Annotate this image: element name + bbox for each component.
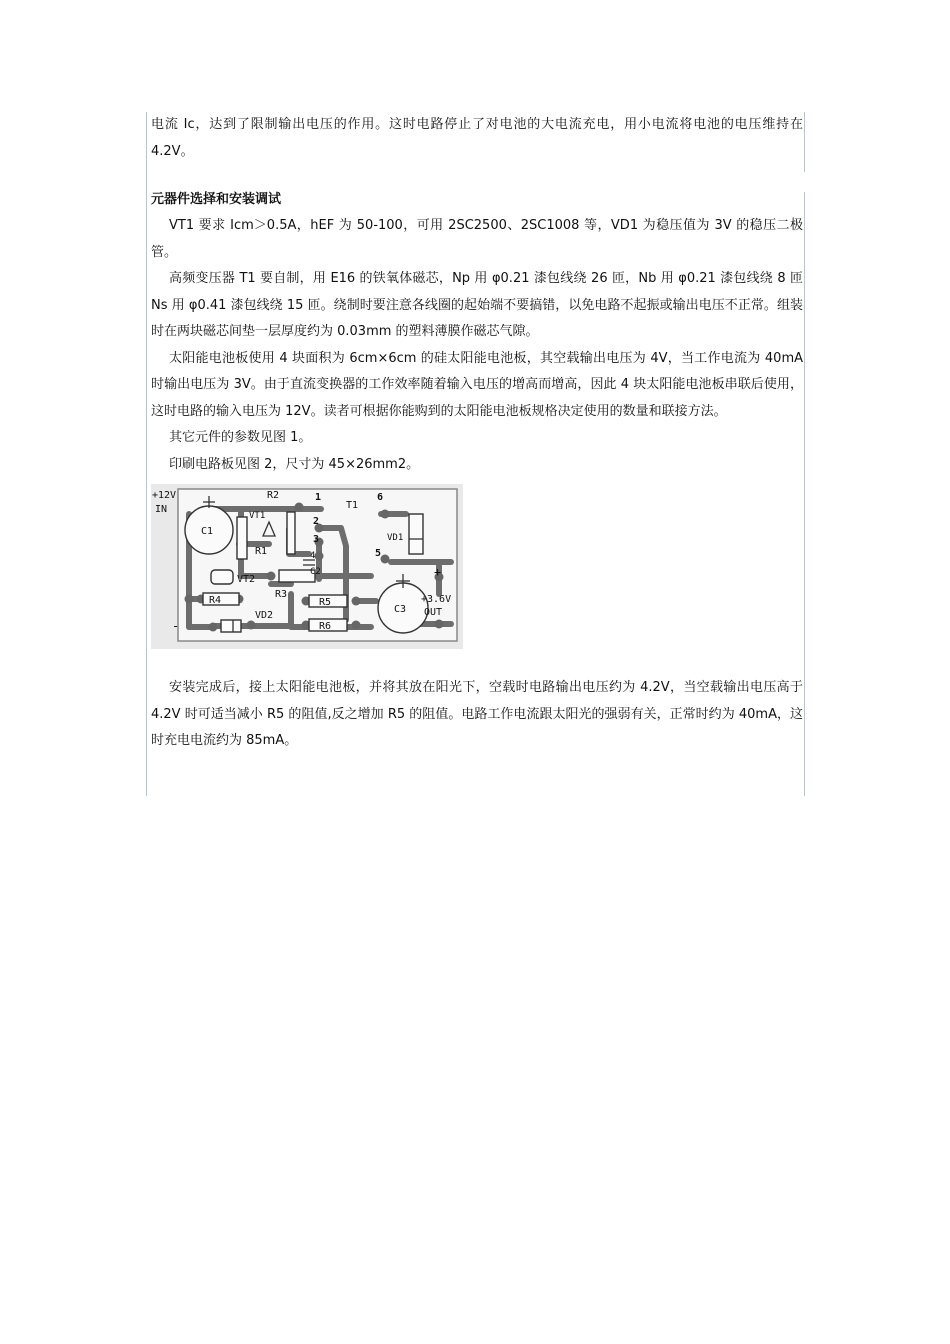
document-body [147, 112, 805, 755]
pcb-label-r1: R1 [255, 546, 268, 557]
paragraph-2: 高频变压器 T1 要自制，用 E16 的铁氧体磁芯，Np 用 φ0.21 漆包线绕 26 匝，Nb 用 φ0.21 漆包线绕 8 匝 Ns 用 φ0.41 漆包线绕 15 匝。绕制时要注意各线圈的起始端不要搞错，以免电路不起振或输出电压不正常。组装时在两块磁芯间垫一层厚度约为 0.03mm 的塑料薄膜作磁芯气隙。 [151, 271, 803, 339]
pcb-label-minus: - [172, 619, 180, 633]
pcb-label-c1: C1 [201, 526, 214, 537]
pcb-label-r5: R5 [319, 597, 332, 608]
paragraph-1: VT1 要求 Icm＞0.5A，hEF 为 50-100，可用 2SC2500、2SC1008 等，VD1 为稳压值为 3V 的稳压二极管。 [151, 218, 803, 260]
paragraph-6: 安装完成后，接上太阳能电池板，并将其放在阳光下，空载时电路输出电压约为 4.2V，当空载输出电压高于 4.2V 时可适当减小 R5 的阻值,反之增加 R5 的阻值。电路工作电流跟太阳光的强弱有关，正常时约为 40mA，这时充电电流约为 85mA。 [151, 680, 803, 748]
pcb-label-pin2: 2 [313, 516, 320, 527]
pcb-label-output-voltage: +3.6V [421, 594, 452, 605]
pcb-label-vd1: VD1 [387, 533, 404, 543]
transistor-vt1 [237, 517, 247, 559]
pcb-label-r4: R4 [209, 595, 222, 606]
pcb-label-input: IN [155, 504, 168, 515]
section-heading: 元器件选择和安装调试 [151, 192, 282, 207]
pcb-label-c3: C3 [394, 604, 407, 615]
pcb-label-pin4: 4 [310, 551, 316, 561]
paragraph-3: 太阳能电池板使用 4 块面积为 6cm×6cm 的硅太阳能电池板，其空载输出电压为 4V，当工作电流为 40mA 时输出电压为 3V。由于直流变换器的工作效率随着输入电压的增高而增高，因此 4 块太阳能电池板串联后使用，这时电路的输入电压为 12V。读者可根据你能购到的太阳能电池板规格决定使用的数量和联接方法。 [151, 350, 803, 419]
transistor-vt2 [211, 570, 233, 584]
diode-vd2 [221, 620, 241, 632]
pcb-label-input-voltage: +12V [152, 490, 177, 501]
paragraph-4: 其它元件的参数见图 1。 [169, 430, 312, 445]
pcb-label-vt1: VT1 [249, 511, 266, 521]
paragraph-0: 电流 Ic，达到了限制输出电压的作用。这时电路停止了对电池的大电流充电，用小电流将电池的电压维持在 4.2V。 [151, 117, 803, 159]
diode-vd1 [409, 514, 423, 554]
pcb-label-vd2: VD2 [255, 610, 274, 621]
pcb-label-output: OUT [424, 607, 443, 618]
pcb-label-pin5: 5 [375, 548, 382, 559]
pcb-figure [151, 484, 463, 649]
pcb-label-r3: R3 [275, 589, 288, 600]
pcb-label-pin6: 6 [377, 492, 384, 503]
pcb-label-r6: R6 [319, 621, 332, 632]
pcb-layout-drawing [151, 484, 463, 649]
paragraph-5: 印刷电路板见图 2，尺寸为 45×26mm2。 [169, 456, 420, 472]
pcb-label-plus: + [434, 565, 442, 579]
pcb-label-c2: C2 [310, 567, 321, 577]
pcb-label-pin3: 3 [313, 534, 320, 545]
pcb-label-t1: T1 [346, 500, 359, 511]
resistor-r2 [287, 512, 295, 554]
pcb-label-r2: R2 [267, 490, 280, 501]
pcb-label-vt2: VT2 [237, 574, 256, 585]
pcb-label-pin1: 1 [315, 492, 322, 503]
